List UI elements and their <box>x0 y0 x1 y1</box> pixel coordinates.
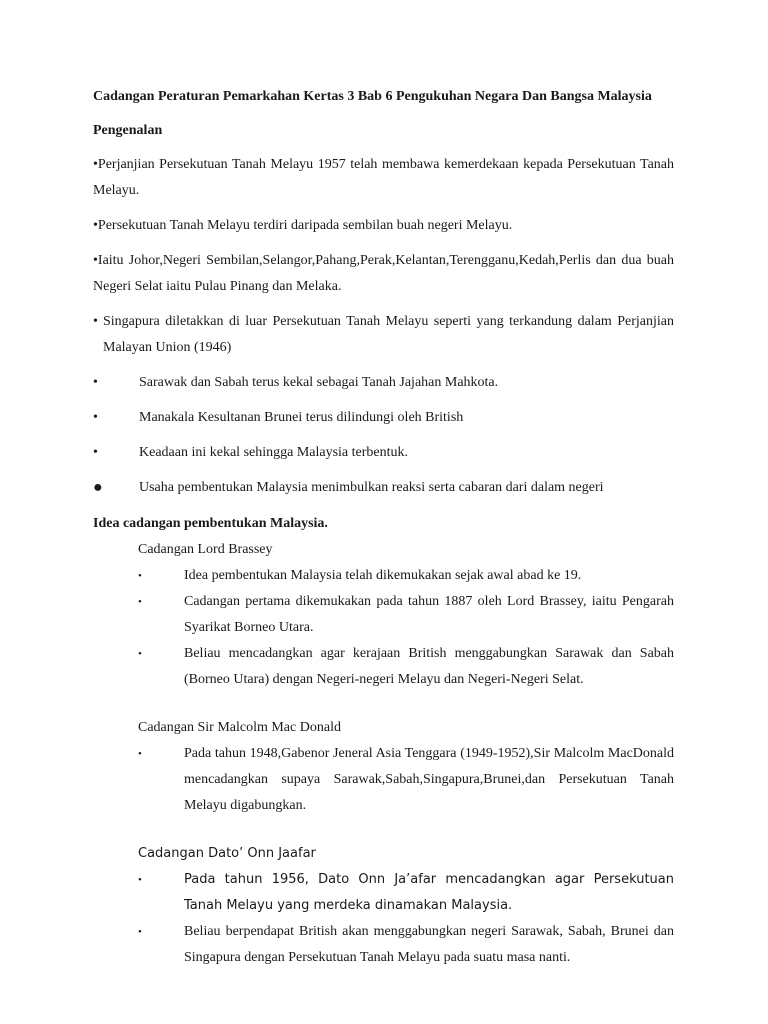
list-item-text: Beliau berpendapat British akan menggabungkan negeri Sarawak, Sabah, Brunei dan Singapura dengan Persekutuan Tanah Melayu pada suatu masa nanti. <box>184 924 674 965</box>
bullet: • <box>93 314 98 329</box>
intro-paragraph-2: •Persekutuan Tanah Melayu terdiri daripada sembilan buah negeri Melayu. <box>93 218 513 233</box>
idea-heading: Idea cadangan pembentukan Malaysia. <box>93 516 328 531</box>
list-item-text: Usaha pembentukan Malaysia menimbulkan reaksi serta cabaran dari dalam negeri <box>139 480 604 495</box>
bullet: • <box>138 874 142 886</box>
list-item <box>93 475 674 501</box>
list-item <box>138 867 674 919</box>
list-item <box>93 405 674 431</box>
list-item-text: Cadangan pertama dikemukakan pada tahun 1887 oleh Lord Brassey, iaitu Pengarah Syarikat Borneo Utara. <box>184 594 674 635</box>
list-item-text: Beliau mencadangkan agar kerajaan British menggabungkan Sarawak dan Sabah (Borneo Utara) dengan Negeri-negeri Melayu dan Negeri-Negeri Selat. <box>184 646 674 687</box>
section-title-malcolm-macdonald: Cadangan Sir Malcolm Mac Donald <box>138 720 341 735</box>
list-item-text: Keadaan ini kekal sehingga Malaysia terbentuk. <box>139 445 409 460</box>
list-item-text: Manakala Kesultanan Brunei terus dilindungi oleh British <box>139 410 464 425</box>
section-list-lord-brassey <box>93 563 674 693</box>
singapura-text: Singapura diletakkan di luar Persekutuan Tanah Melayu seperti yang terkandung dalam Perjanjian Malayan Union (1946) <box>103 314 674 355</box>
bullet: ● <box>93 479 103 496</box>
bullet: • <box>93 410 98 425</box>
bullet: • <box>138 748 142 760</box>
list-item-text: Idea pembentukan Malaysia telah dikemukakan sejak awal abad ke 19. <box>184 568 582 583</box>
bullet: • <box>93 445 98 460</box>
section-list-onn-jaafar <box>93 867 674 971</box>
bullet: • <box>138 648 142 660</box>
list-item <box>138 563 674 589</box>
singapura-paragraph <box>93 309 674 361</box>
section-title-lord-brassey: Cadangan Lord Brassey <box>138 542 273 557</box>
document-title: Cadangan Peraturan Pemarkahan Kertas 3 Bab 6 Pengukuhan Negara Dan Bangsa Malaysia <box>93 89 652 104</box>
list-item-text: Pada tahun 1956, Dato Onn Ja’afar mencadangkan agar Persekutuan Tanah Melayu yang merdeka dinamakan Malaysia. <box>184 872 674 913</box>
intro-paragraph-3: •Iaitu Johor,Negeri Sembilan,Selangor,Pahang,Perak,Kelantan,Terengganu,Kedah,Perlis dan dua buah Negeri Selat iaitu Pulau Pinang dan Melaka. <box>93 253 674 294</box>
intro-heading: Pengenalan <box>93 123 163 138</box>
list-item <box>138 641 674 693</box>
bullet: • <box>138 926 142 938</box>
list-item <box>138 741 674 819</box>
list-item <box>93 440 674 466</box>
list-item <box>93 370 674 396</box>
bullet: • <box>138 596 142 608</box>
section-list-malcolm-macdonald <box>93 741 674 819</box>
list-item-text: Sarawak dan Sabah terus kekal sebagai Tanah Jajahan Mahkota. <box>139 375 499 390</box>
list-item-text: Pada tahun 1948,Gabenor Jeneral Asia Tenggara (1949-1952),Sir Malcolm MacDonald mencadangkan supaya Sarawak,Sabah,Singapura,Brunei,dan Persekutuan Tanah Melayu digabungkan. <box>184 746 674 813</box>
list-item <box>138 919 674 971</box>
section-title-onn-jaafar: Cadangan Dato’ Onn Jaafar <box>138 846 316 861</box>
bullet: • <box>138 570 142 582</box>
intro-paragraph-1: •Perjanjian Persekutuan Tanah Melayu 1957 telah membawa kemerdekaan kepada Persekutuan Tanah Melayu. <box>93 157 674 198</box>
list-item <box>138 589 674 641</box>
bullet: • <box>93 375 98 390</box>
